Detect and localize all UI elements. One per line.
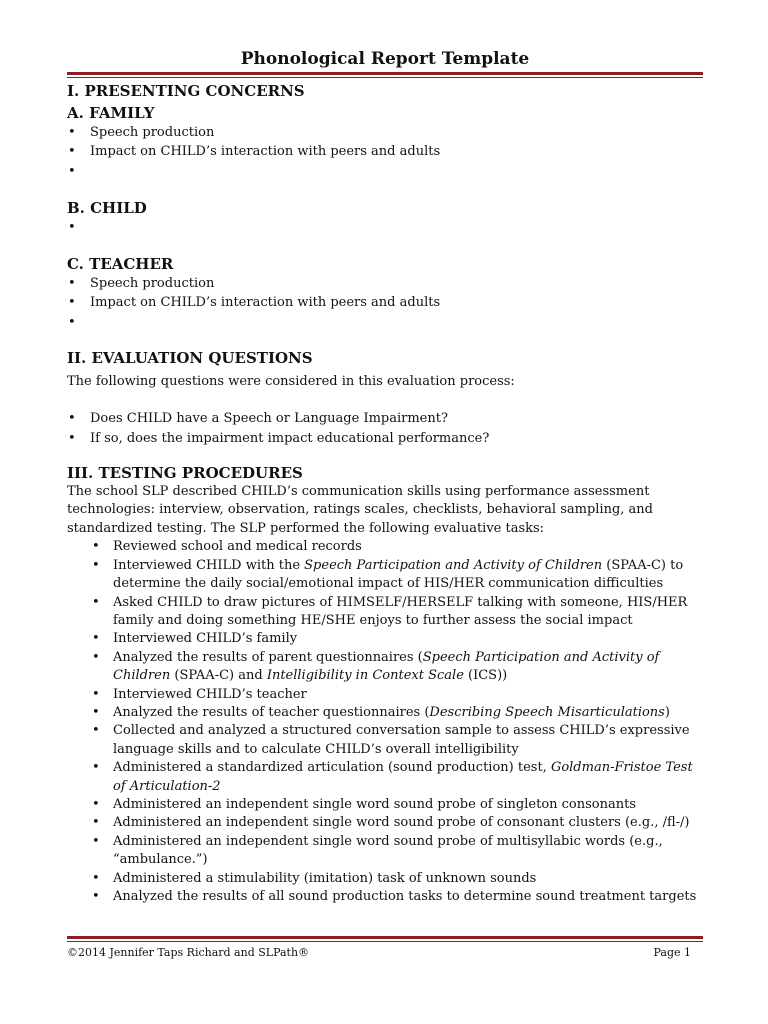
evaluation-questions-list bbox=[67, 409, 703, 448]
section-heading-testing-procedures: III. TESTING PROCEDURES bbox=[67, 464, 303, 483]
list-item: • Does CHILD have a Speech or Language Impairment? bbox=[67, 409, 703, 428]
footer-page-number: Page 1 bbox=[653, 946, 691, 959]
testing-intro: The school SLP described CHILD’s communication skills using performance assessment technologies: interview, observation, ratings scales, checklists, behavioral sampling, and standardized testing. The SLP performed the following evaluative tasks: bbox=[67, 484, 653, 536]
section-heading-evaluation-questions: II. EVALUATION QUESTIONS bbox=[67, 349, 313, 368]
list-item bbox=[67, 218, 703, 237]
list-item: • Collected and analyzed a structured conversation sample to assess CHILD’s expressive language skills and to calculate CHILD’s overall intelligibility bbox=[67, 722, 703, 759]
child-concerns-list bbox=[67, 218, 703, 237]
list-item: • Speech production bbox=[67, 274, 703, 293]
list-item: • Analyzed the results of all sound production tasks to determine sound treatment targets bbox=[67, 888, 703, 906]
list-item: • Impact on CHILD’s interaction with peers and adults bbox=[67, 293, 703, 312]
list-item: • Administered a stimulability (imitation) task of unknown sounds bbox=[67, 870, 703, 888]
list-item bbox=[67, 313, 703, 332]
footer-rule bbox=[67, 936, 703, 942]
list-item: • Reviewed school and medical records bbox=[67, 538, 703, 556]
section-heading-presenting-concerns: I. PRESENTING CONCERNS bbox=[67, 82, 305, 100]
document-title: Phonological Report Template bbox=[240, 49, 530, 69]
list-item: • Interviewed CHILD’s teacher bbox=[67, 686, 703, 704]
family-concerns-list bbox=[67, 123, 703, 181]
list-item: • Administered an independent single word sound probe of multisyllabic words (e.g., “ambulance.”) bbox=[67, 833, 703, 870]
subheading-child: B. CHILD bbox=[67, 198, 147, 217]
list-item: • Analyzed the results of teacher questionnaires (Describing Speech Misarticulations) bbox=[67, 704, 703, 722]
evaluation-intro: The following questions were considered in this evaluation process: bbox=[67, 374, 515, 390]
testing-procedures-list bbox=[67, 538, 703, 906]
list-item: • Speech production bbox=[67, 123, 703, 142]
list-item: • If so, does the impairment impact educational performance? bbox=[67, 429, 703, 448]
list-item: • Impact on CHILD’s interaction with peers and adults bbox=[67, 142, 703, 161]
document-body bbox=[67, 82, 703, 906]
subheading-teacher: C. TEACHER bbox=[67, 255, 174, 274]
list-item bbox=[67, 162, 703, 181]
list-item: • Analyzed the results of parent questionnaires (Speech Participation and Activity of Children (SPAA-C) and Intelligibility in Context Scale (ICS)) bbox=[67, 649, 703, 686]
teacher-concerns-list bbox=[67, 274, 703, 332]
list-item: • Asked CHILD to draw pictures of HIMSELF/HERSELF talking with someone, HIS/HER family and doing something HE/SHE enjoys to further assess the social impact bbox=[67, 594, 703, 631]
footer-copyright: ©2014 Jennifer Taps Richard and SLPath® bbox=[67, 946, 310, 959]
list-item: • Administered an independent single word sound probe of singleton consonants bbox=[67, 796, 703, 814]
list-item: • Administered an independent single word sound probe of consonant clusters (e.g., /fl-/) bbox=[67, 814, 703, 832]
subheading-family: A. FAMILY bbox=[67, 104, 155, 122]
list-item: • Interviewed CHILD with the Speech Participation and Activity of Children (SPAA-C) to determine the daily social/emotional impact of HIS/HER communication difficulties bbox=[67, 557, 703, 594]
list-item: • Interviewed CHILD’s family bbox=[67, 630, 703, 648]
header-rule bbox=[67, 72, 703, 78]
list-item: • Administered a standardized articulation (sound production) test, Goldman-Fristoe Test of Articulation-2 bbox=[67, 759, 703, 796]
